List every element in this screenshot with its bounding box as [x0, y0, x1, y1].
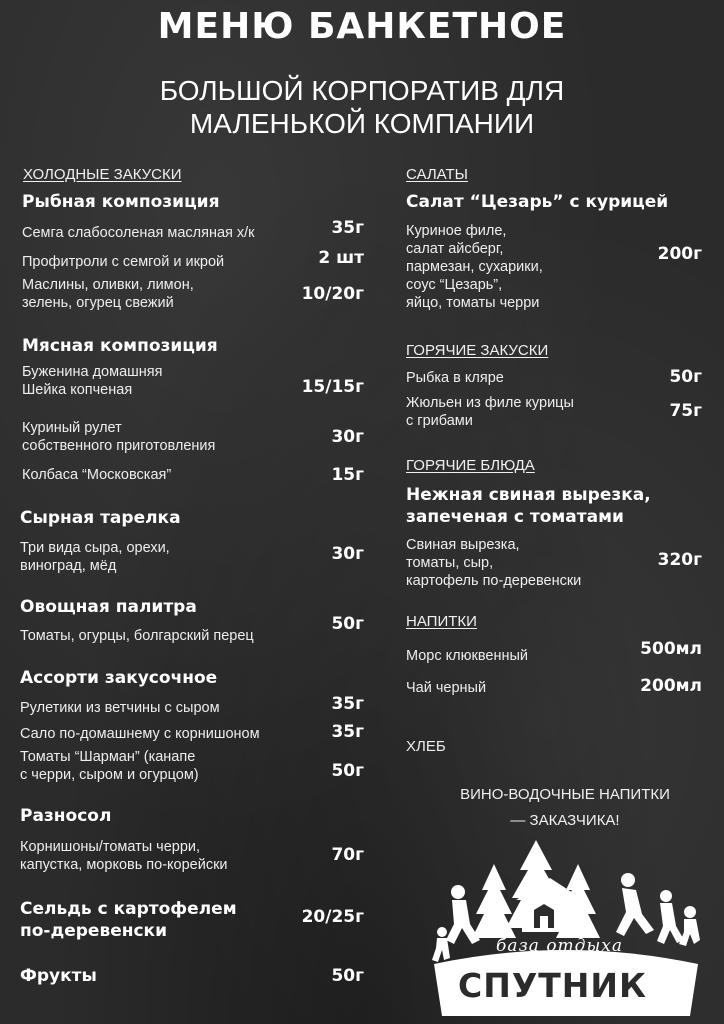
menu-item-line: Жюльен из филе курицы	[406, 395, 574, 411]
heading-herring	[20, 898, 237, 942]
menu-item-text: Колбаса “Московская”	[22, 467, 172, 483]
menu-item-weight: 50г	[669, 367, 702, 387]
heading-raznosol: Разносол	[20, 806, 112, 826]
menu-item-line: виноград, мёд	[20, 558, 117, 574]
menu-item-text	[20, 748, 199, 784]
heading-line: по-деревенски	[20, 921, 167, 941]
logo	[428, 840, 704, 1016]
menu-item-weight: 70г	[331, 845, 364, 865]
menu-item-text	[22, 276, 194, 312]
bread-note: ХЛЕБ	[406, 738, 446, 755]
section-hot-snacks: ГОРЯЧИЕ ЗАКУСКИ	[406, 342, 549, 359]
note-line: — ЗАКАЗЧИКА!	[510, 812, 620, 829]
menu-item-line: Свиная вырезка,	[406, 537, 520, 553]
heading-assorti: Ассорти закусочное	[20, 668, 218, 688]
menu-item-text	[406, 222, 543, 312]
menu-item-line: пармезан, сухарики,	[406, 259, 543, 275]
menu-item-line: Томаты “Шарман” (канапе	[20, 749, 196, 765]
menu-item-line: Шейка копченая	[22, 382, 133, 398]
section-hot-dishes: ГОРЯЧИЕ БЛЮДА	[406, 457, 535, 474]
menu-item-line: Куриное филе,	[406, 223, 507, 239]
heading-line: запеченая с томатами	[406, 507, 624, 527]
menu-item-line: Маслины, оливки, лимон,	[22, 277, 194, 293]
menu-item-line: Буженина домашняя	[22, 364, 163, 380]
heading-pork	[406, 484, 651, 528]
page-title: МЕНЮ БАНКЕТНОЕ	[157, 6, 567, 47]
subtitle-line-2: МАЛЕНЬКОЙ КОМПАНИИ	[189, 108, 535, 139]
menu-item-line: капустка, морковь по-корейски	[20, 857, 228, 873]
menu-item-text: Чай черный	[406, 680, 487, 696]
heading-line: Сельдь с картофелем	[20, 899, 237, 919]
menu-item-line: Корнишоны/томаты черри,	[20, 839, 201, 855]
menu-item-weight: 20/25г	[301, 907, 364, 927]
menu-item-weight: 2 шт	[318, 248, 364, 268]
menu-item-text: Рулетики из ветчины с сыром	[20, 700, 220, 716]
menu-item-line: собственного приготовления	[22, 438, 216, 454]
menu-item-weight: 50г	[331, 761, 364, 781]
section-drinks: НАПИТКИ	[406, 613, 477, 630]
menu-item-weight: 200г	[657, 244, 702, 264]
menu-item-weight: 35г	[331, 218, 364, 238]
menu-item-weight: 15/15г	[301, 377, 364, 397]
menu-item-weight: 50г	[331, 966, 364, 986]
menu-item-text: Морс клюквенный	[406, 648, 528, 664]
menu-item-line: Куриный рулет	[22, 420, 122, 436]
tree-shape	[472, 864, 516, 938]
menu-item-text: Семга слабосоленая масляная х/к	[22, 225, 255, 241]
menu-item-text: Рыбка в кляре	[406, 370, 504, 386]
menu-item-text	[22, 419, 215, 455]
menu-item-text: Профитроли с семгой и икрой	[22, 254, 225, 270]
menu-item-line: салат айсберг,	[406, 241, 504, 257]
menu-item-weight: 35г	[331, 722, 364, 742]
menu-item-text	[20, 539, 170, 575]
menu-item-weight: 10/20г	[301, 284, 364, 304]
menu-item-line: Три вида сыра, орехи,	[20, 540, 170, 556]
menu-item-weight: 200мл	[640, 676, 702, 696]
section-salads: САЛАТЫ	[406, 166, 468, 183]
menu-item-line: зелень, огурец свежий	[22, 295, 174, 311]
page-subtitle	[0, 74, 724, 140]
drinks-note	[430, 782, 700, 834]
section-cold-snacks: ХОЛОДНЫЕ ЗАКУСКИ	[23, 166, 182, 183]
heading-fruits: Фрукты	[20, 966, 97, 986]
menu-item-weight: 30г	[331, 544, 364, 564]
menu-item-weight: 35г	[331, 694, 364, 714]
menu-item-line: томаты, сыр,	[406, 555, 494, 571]
menu-item-text: Томаты, огурцы, болгарский перец	[20, 628, 254, 644]
menu-item-line: картофель по-деревенски	[406, 573, 582, 589]
menu-item-text	[406, 394, 574, 430]
heading-cheese: Сырная тарелка	[20, 508, 181, 528]
note-line: ВИНО-ВОДОЧНЫЕ НАПИТКИ	[460, 786, 670, 803]
menu-item-text: Сало по-домашнему с корнишоном	[20, 726, 260, 742]
menu-item-line: с грибами	[406, 413, 473, 429]
menu-item-weight: 50г	[331, 614, 364, 634]
menu-item-weight: 75г	[669, 401, 702, 421]
menu-item-weight: 30г	[331, 427, 364, 447]
menu-item-weight: 15г	[331, 465, 364, 485]
menu-item-weight: 500мл	[640, 639, 702, 659]
heading-caesar: Салат “Цезарь” с курицей	[406, 192, 669, 212]
menu-item-line: с черри, сыром и огурцом)	[20, 767, 199, 783]
heading-vegetables: Овощная палитра	[20, 597, 197, 617]
menu-item-line: яйцо, томаты черри	[406, 295, 540, 311]
menu-item-weight: 320г	[657, 550, 702, 570]
subtitle-line-1: БОЛЬШОЙ КОРПОРАТИВ ДЛЯ	[159, 75, 565, 106]
menu-item-text	[406, 536, 581, 590]
menu-item-text	[20, 838, 228, 874]
heading-line: Нежная свиная вырезка,	[406, 485, 651, 505]
logo-subtitle: база отдыха	[496, 936, 624, 956]
logo-name: СПУТНИК	[458, 966, 647, 1005]
heading-fish: Рыбная композиция	[22, 192, 220, 212]
heading-meat: Мясная композиция	[22, 336, 218, 356]
menu-item-line: соус “Цезарь”,	[406, 277, 503, 293]
menu-item-text	[22, 363, 162, 399]
